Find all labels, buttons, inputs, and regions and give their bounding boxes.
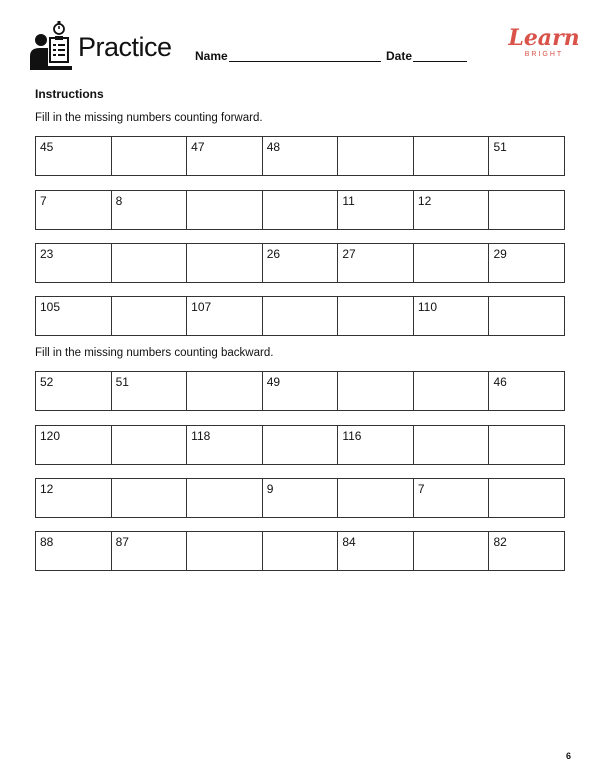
given-number-cell: 23	[36, 244, 112, 282]
given-number-cell: 47	[187, 137, 263, 175]
number-row	[35, 296, 565, 336]
instructions-heading: Instructions	[35, 87, 104, 101]
backward-instruction: Fill in the missing numbers counting backward.	[35, 347, 274, 359]
blank-number-cell[interactable]	[187, 372, 263, 410]
page-title: Practice	[78, 32, 172, 62]
number-row	[35, 190, 565, 230]
given-number-cell: 29	[493, 247, 507, 261]
blank-number-cell[interactable]	[112, 479, 188, 517]
given-number-cell: 46	[493, 375, 507, 389]
logo-wordmark: Learn	[508, 25, 580, 51]
logo-tagline: BRIGHT	[524, 51, 564, 58]
blank-number-cell[interactable]	[112, 426, 188, 464]
blank-number-cell[interactable]	[338, 479, 414, 517]
blank-number-cell[interactable]	[489, 426, 564, 464]
given-number-cell: 120	[36, 426, 112, 464]
student-worksheet-icon	[28, 20, 76, 72]
blank-number-cell[interactable]	[263, 191, 339, 229]
given-number-cell: 52	[36, 372, 112, 410]
given-number-cell: 9	[263, 479, 339, 517]
number-row	[35, 478, 565, 518]
blank-number-cell[interactable]	[187, 479, 263, 517]
given-number-cell: 7	[36, 191, 112, 229]
page-number: 6	[566, 751, 572, 761]
given-number-cell: 45	[36, 137, 112, 175]
blank-number-cell[interactable]	[489, 191, 564, 229]
given-number-cell: 12	[36, 479, 112, 517]
given-number-cell: 27	[338, 244, 414, 282]
blank-number-cell[interactable]	[414, 372, 490, 410]
blank-number-cell[interactable]	[414, 426, 490, 464]
name-label: Name	[195, 49, 228, 63]
given-number-cell: 88	[36, 532, 112, 570]
given-number-cell: 51	[112, 372, 188, 410]
blank-number-cell[interactable]	[112, 297, 188, 335]
given-number-cell: 7	[414, 479, 490, 517]
date-field[interactable]	[413, 61, 467, 62]
given-number-cell: 116	[338, 426, 414, 464]
blank-number-cell[interactable]	[187, 532, 263, 570]
given-number-cell: 105	[36, 297, 112, 335]
blank-number-cell[interactable]	[263, 426, 339, 464]
blank-number-cell[interactable]	[338, 297, 414, 335]
number-row	[35, 531, 565, 571]
given-number-cell: 8	[112, 191, 188, 229]
number-row	[35, 136, 565, 176]
given-number-cell: 118	[187, 426, 263, 464]
given-number-cell: 82	[493, 535, 507, 549]
page-header	[0, 0, 600, 80]
blank-number-cell[interactable]	[414, 137, 490, 175]
blank-number-cell[interactable]	[112, 137, 188, 175]
given-number-cell: 48	[263, 137, 339, 175]
number-row	[35, 371, 565, 411]
blank-number-cell[interactable]	[187, 191, 263, 229]
blank-number-cell[interactable]	[414, 244, 490, 282]
learn-bright-logo	[506, 26, 582, 66]
blank-number-cell[interactable]	[187, 244, 263, 282]
blank-number-cell[interactable]	[112, 244, 188, 282]
blank-number-cell[interactable]	[489, 479, 564, 517]
given-number-cell: 51	[493, 140, 507, 154]
forward-instruction: Fill in the missing numbers counting forward.	[35, 112, 263, 124]
given-number-cell: 107	[187, 297, 263, 335]
given-number-cell: 26	[263, 244, 339, 282]
blank-number-cell[interactable]	[338, 372, 414, 410]
number-row	[35, 243, 565, 283]
given-number-cell: 49	[263, 372, 339, 410]
blank-number-cell[interactable]	[263, 532, 339, 570]
given-number-cell: 11	[338, 191, 414, 229]
blank-number-cell[interactable]	[263, 297, 339, 335]
blank-number-cell[interactable]	[414, 532, 490, 570]
given-number-cell: 84	[338, 532, 414, 570]
blank-number-cell[interactable]	[338, 137, 414, 175]
given-number-cell: 87	[112, 532, 188, 570]
given-number-cell: 110	[414, 297, 490, 335]
date-label: Date	[386, 49, 413, 63]
name-field[interactable]	[229, 61, 381, 62]
number-row	[35, 425, 565, 465]
blank-number-cell[interactable]	[489, 297, 564, 335]
given-number-cell: 12	[414, 191, 490, 229]
